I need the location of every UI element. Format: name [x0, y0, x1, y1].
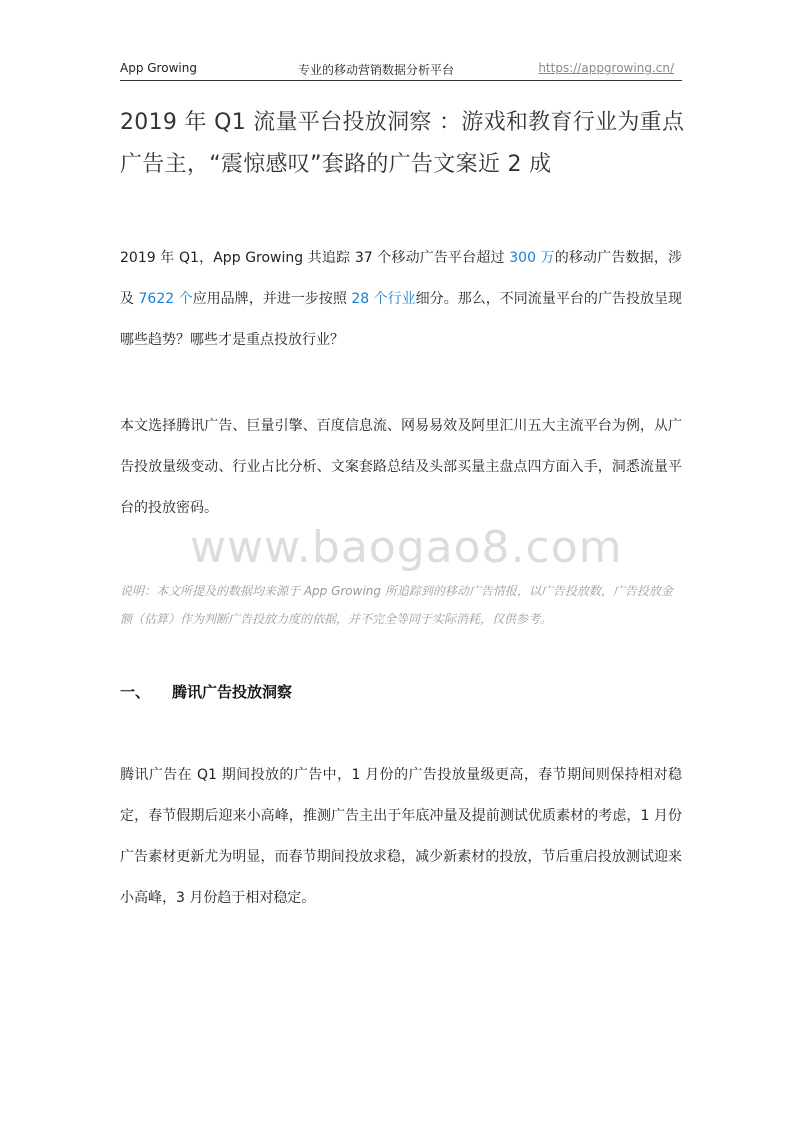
highlight-industry-count: 28 个行业 [351, 291, 416, 307]
intro-text-d: 细分。那么，不同流量平台的广告投放呈现哪些趋势？哪些才是重点投放行业？ [120, 291, 683, 348]
page-header [120, 58, 682, 81]
section-number: 一、 [120, 683, 151, 701]
intro-paragraph-1 [120, 238, 682, 361]
header-tagline: 专业的移动营销数据分析平台 [298, 63, 455, 77]
data-source-note: 说明：本文所提及的数据均来源于 App Growing 所追踪到的移动广告情报，以广告投放数，广告投放金额（估算）作为判断广告投放力度的依据，并不完全等同于实际消耗，仅供参考。 [120, 584, 673, 626]
intro-paragraph-2: 本文选择腾讯广告、巨量引擎、百度信息流、网易易效及阿里汇川五大主流平台为例，从广告投放量级变动、行业占比分析、文案套路总结及头部买量主盘点四方面入手，洞悉流量平台的投放密码。 [120, 418, 682, 516]
header-brand: App Growing [120, 61, 197, 75]
document-title: 2019 年 Q1 流量平台投放洞察 ：游戏和教育行业为重点广告主，“震惊感叹”套路的广告文案近 2 成 [120, 110, 685, 177]
section-title: 腾讯广告投放洞察 [172, 683, 293, 701]
highlight-brand-count: 7622 个 [138, 291, 193, 307]
header-url-link[interactable]: https://appgrowing.cn/ [538, 61, 674, 75]
section-heading-tencent [120, 680, 292, 704]
watermark-text: www.baogao8.com [190, 522, 623, 573]
intro-text-a: 2019 年 Q1，App Growing 共追踪 37 个移动广告平台超过 [120, 250, 510, 266]
section-body-paragraph: 腾讯广告在 Q1 期间投放的广告中，1 月份的广告投放量级更高，春节期间则保持相对稳定，春节假期后迎来小高峰，推测广告主出于年底冲量及提前测试优质素材的考虑，1 月份广告素材更新尤为明显，而春节期间投放求稳，减少新素材的投放，节后重启投放测试迎来小高峰，3 月份趋于相对稳定。 [120, 767, 682, 906]
intro-text-b: 的移动广告数据，涉及 [120, 250, 682, 307]
intro-text-c: 应用品牌，并进一步按照 [192, 291, 352, 307]
highlight-ad-count: 300 万 [509, 250, 555, 266]
